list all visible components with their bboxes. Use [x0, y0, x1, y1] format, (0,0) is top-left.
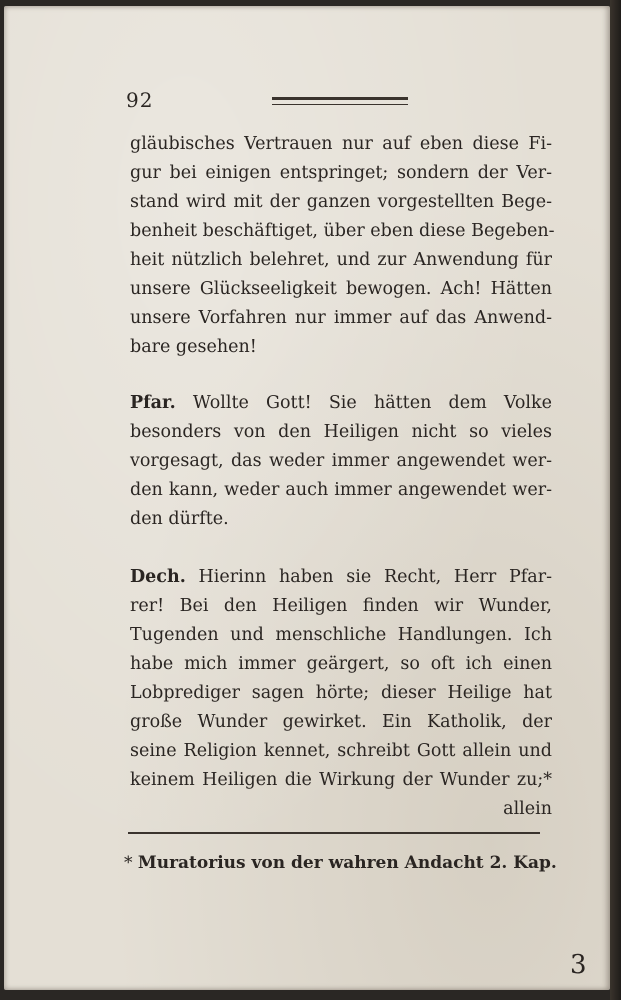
footnote — [124, 849, 557, 877]
text-line: stand wird mit der ganzen vorgestellten Bege- — [130, 192, 552, 212]
book-edge-shadow — [610, 0, 621, 1000]
text-line: gur bei einigen entspringet; sondern der Ver- — [130, 163, 552, 183]
paragraph-3 — [130, 563, 552, 824]
text-line: vorgesagt, das weder immer angewendet wer- — [130, 451, 552, 471]
paragraph-1 — [130, 130, 555, 362]
footnote-marker: * — [124, 853, 133, 873]
paragraph-2 — [130, 389, 552, 534]
text-line: rer! Bei den Heiligen finden wir Wunder, — [130, 596, 552, 616]
text-line: habe mich immer geärgert, so oft ich einen — [130, 654, 552, 674]
text-line: den kann, weder auch immer angewendet wer- — [130, 480, 552, 500]
page-header — [126, 88, 416, 118]
text-line: heit nützlich belehret, und zur Anwendung für — [130, 250, 552, 270]
book-page — [4, 6, 610, 990]
footnote-rule — [128, 832, 540, 834]
speaker-line-rest: Hierinn haben sie Recht, Herr Pfar- — [198, 567, 552, 587]
text-line-speaker — [130, 389, 552, 418]
speaker-label: Dech. — [130, 567, 186, 587]
text-line: benheit beschäftiget, über eben diese Begeben- — [130, 221, 555, 241]
text-line: gläubisches Vertrauen nur auf eben diese Fi- — [130, 134, 552, 154]
page-number: 92 — [126, 88, 154, 112]
text-line-speaker — [130, 563, 552, 592]
text-line: den dürfte. — [130, 509, 229, 529]
text-line: bare gesehen! — [130, 337, 257, 357]
speaker-label: Pfar. — [130, 393, 176, 413]
text-line: Lobprediger sagen hörte; dieser Heilige hat — [130, 683, 552, 703]
text-line: keinem Heiligen die Wirkung der Wunder zu;* — [130, 770, 552, 790]
text-line: unsere Glückseeligkeit bewogen. Ach! Hätten — [130, 279, 552, 299]
text-line: besonders von den Heiligen nicht so vieles — [130, 422, 552, 442]
header-rule — [272, 97, 408, 105]
corner-mark: 3 — [570, 950, 587, 980]
text-line: Tugenden und menschliche Handlungen. Ich — [130, 625, 552, 645]
footnote-text: Muratorius von der wahren Andacht 2. Kap. — [137, 853, 557, 873]
text-line: große Wunder gewirket. Ein Katholik, der — [130, 712, 552, 732]
text-line: unsere Vorfahren nur immer auf das Anwend- — [130, 308, 552, 328]
text-line: seine Religion kennet, schreibt Gott allein und — [130, 741, 552, 761]
catchword: allein — [503, 799, 552, 819]
speaker-line-rest: Wollte Gott! Sie hätten dem Volke — [192, 393, 552, 413]
